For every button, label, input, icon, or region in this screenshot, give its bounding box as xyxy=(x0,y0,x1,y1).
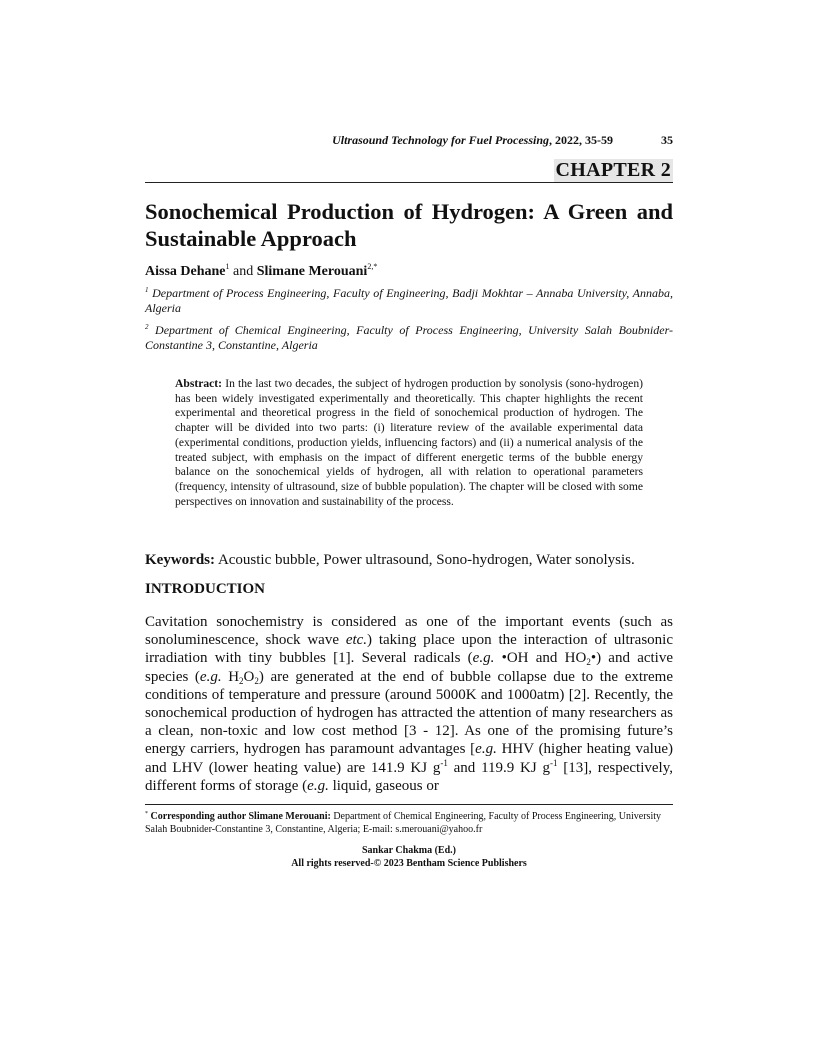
text-run: •) and active species ( xyxy=(145,650,674,685)
subscript: 2 xyxy=(586,657,591,668)
journal-citation xyxy=(332,133,613,148)
abstract-label: Abstract: xyxy=(175,377,223,390)
affiliation-mark: 1 xyxy=(145,286,149,294)
text-run-italic: e.g. xyxy=(199,668,222,685)
text-run-italic: e.g. xyxy=(472,650,495,667)
text-run: [13], respectively, different forms of storage ( xyxy=(145,759,673,794)
chapter-label: CHAPTER 2 xyxy=(555,159,671,181)
author-name: Slimane Merouani xyxy=(256,264,368,279)
footnote-label: Corresponding author Slimane Merouani: xyxy=(150,811,331,822)
corresponding-author-footnote xyxy=(145,808,673,836)
abstract xyxy=(175,377,643,509)
text-run: ) are generated at the end of bubble collapse due to the extreme conditions of temperature and pressure (around 5000K and 1000atm) [2]. Recently, the sonochemical production of hydrogen has attracted the attention of many researchers as a clean, non-toxic and low cost method [3 - 12]. As one of the promising future’s energy carriers, hydrogen has paramount advantages [ xyxy=(145,668,674,758)
author-affiliation-mark: 2,* xyxy=(367,262,378,271)
affiliation xyxy=(145,320,673,353)
text-run-italic: e.g. xyxy=(307,777,329,794)
journal-volume-pages: , 2022, 35-59 xyxy=(549,133,613,147)
text-run-italic: etc. xyxy=(345,632,368,649)
text-run: H xyxy=(221,668,240,685)
section-heading: INTRODUCTION xyxy=(145,581,266,597)
journal-title: Ultrasound Technology for Fuel Processing xyxy=(332,133,549,147)
rights-line: All rights reserved-© 2023 Bentham Science Publishers xyxy=(291,857,527,869)
keywords xyxy=(145,552,673,569)
keywords-text: Acoustic bubble, Power ultrasound, Sono-hydrogen, Water sonolysis. xyxy=(217,552,635,568)
author-line xyxy=(145,262,377,280)
subscript: 2 xyxy=(239,675,244,686)
text-run: ) taking place upon the interaction of ultrasonic irradiation with tiny bubbles [1]. Several radicals ( xyxy=(145,632,673,667)
text-run: •OH and HO xyxy=(494,650,587,667)
text-run: HHV (higher heating value) and LHV (lower heating value) are 141.9 KJ g xyxy=(145,741,674,776)
text-run: and 119.9 KJ g xyxy=(447,759,550,776)
introduction-paragraph xyxy=(145,613,673,795)
author-name: Aissa Dehane xyxy=(145,264,226,279)
footnote-text: Department of Chemical Engineering, Faculty of Process Engineering, University Salah Boubnider-Constantine 3, Constantine, Algeria; E-mail: s.merouani@yahoo.fr xyxy=(145,811,662,835)
affiliation xyxy=(145,283,673,316)
affiliation-mark: 2 xyxy=(145,323,149,331)
page-number: 35 xyxy=(661,133,673,147)
text-run: liquid, gaseous or xyxy=(328,777,439,794)
keywords-label: Keywords: xyxy=(145,552,215,568)
affiliation-text: Department of Chemical Engineering, Faculty of Process Engineering, University Salah Boubnider-Constantine 3, Constantine, Algeria xyxy=(145,323,673,352)
footnote-mark: * xyxy=(145,811,148,817)
text-run-italic: e.g. xyxy=(475,741,497,758)
subscript: 2 xyxy=(254,675,259,686)
text-run: O xyxy=(243,668,255,685)
superscript: -1 xyxy=(549,757,558,768)
chapter-divider xyxy=(145,182,673,183)
publisher-info xyxy=(145,845,673,870)
paper-title: Sonochemical Production of Hydrogen: A Green and Sustainable Approach xyxy=(145,199,673,251)
text-run: Cavitation sonochemistry is considered as one of the important events (such as sonoluminescence, shock wave xyxy=(145,614,673,649)
affiliation-text: Department of Process Engineering, Faculty of Engineering, Badji Mokhtar – Annaba University, Annaba, Algeria xyxy=(145,286,674,315)
abstract-text: In the last two decades, the subject of hydrogen production by sonolysis (sono-hydrogen) has been widely investigated experimentally and theoretically. This chapter highlights the recent experimental and theoretical progress in the field of sonochemical production of hydrogen. The chapter will be divided into two parts: (i) literature review of the available experimental data (experimental conditions, production yields, influencing factors) and (ii) a numerical analysis of the treated subject, with emphasis on the impact of different energetic terms of the bubble energy balance on the sonochemical yields of hydrogen, all with relation to operational parameters (frequency, intensity of ultrasound, size of bubble population). The chapter will be closed with some perspectives on innovation and sustainability of the process. xyxy=(175,377,643,508)
footnote-divider xyxy=(145,804,673,805)
editor-line: Sankar Chakma (Ed.) xyxy=(361,845,456,856)
paper-page xyxy=(145,0,673,1056)
superscript: -1 xyxy=(440,757,448,768)
author-connector: and xyxy=(229,264,257,279)
author-affiliation-mark: 1 xyxy=(225,262,230,271)
